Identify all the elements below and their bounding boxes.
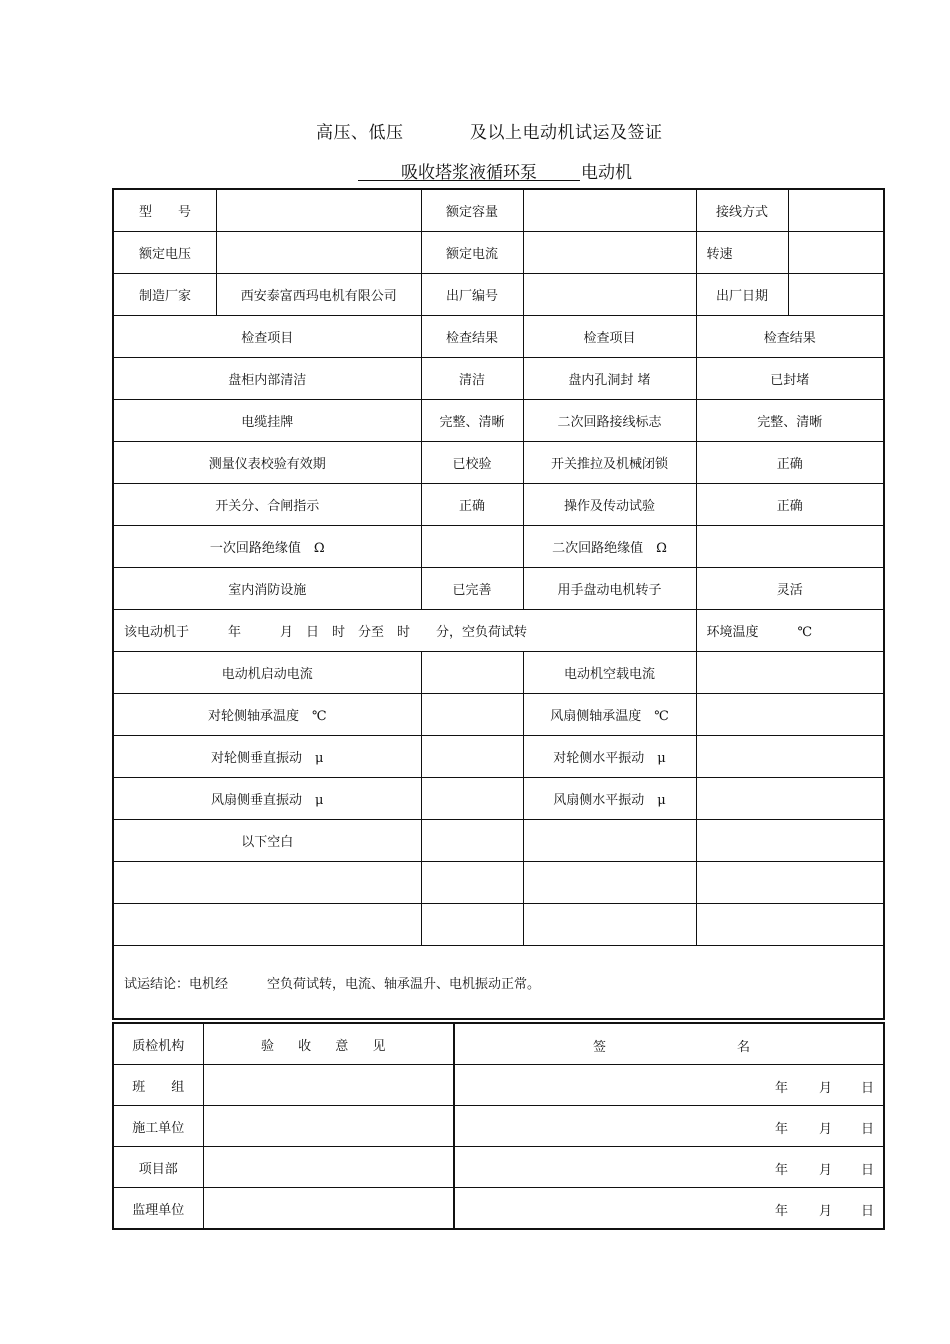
month-label: 月 [819,1163,833,1178]
check-row [113,568,884,610]
month-label: 月 [819,1081,833,1096]
opinion-field[interactable] [203,1065,454,1106]
check-row [113,400,884,442]
measure-value[interactable] [421,652,523,694]
measure-item: 风扇侧垂直振动 μ [113,778,421,820]
measure-item: 风扇侧水平振动 μ [523,778,696,820]
measure-value[interactable] [421,820,523,862]
opinion-field[interactable] [203,1106,454,1147]
title-part1: 高压、低压 [316,123,404,143]
signoff-row [113,1147,884,1188]
measure-item: 对轮侧轴承温度 ℃ [113,694,421,736]
model-label: 型 号 [114,190,217,231]
check-result: 清洁 [421,358,523,400]
signature-header [454,1023,884,1065]
signature-field[interactable] [454,1065,884,1106]
check-item: 盘柜内部清洁 [113,358,421,400]
check-result: 灵活 [696,568,884,610]
check-item: 电缆挂牌 [113,400,421,442]
test-record-table [112,188,885,1020]
signature-field[interactable] [454,1147,884,1188]
run-time-row [113,610,884,652]
serial-label: 出厂编号 [421,274,523,316]
device-suffix: 电动机 [581,163,632,183]
opinion-field[interactable] [203,1147,454,1188]
check-result: 完整、清晰 [696,400,884,442]
wiring-label: 接线方式 [696,189,788,232]
measure-row [113,694,884,736]
measure-row [113,904,884,946]
measure-value[interactable] [421,862,523,904]
day-label: 日 [861,1081,875,1096]
name-char: 名 [737,1040,751,1055]
conclusion-text: 试运结论：电机经 空负荷试转，电流、轴承温升、电机振动正常。 [113,946,884,1020]
measure-value[interactable] [421,778,523,820]
measure-item: 对轮侧垂直振动 μ [113,736,421,778]
check-result: 已完善 [421,568,523,610]
check-item-header: 检查项目 [113,316,421,358]
year-label: 年 [775,1204,789,1219]
wiring-value[interactable] [788,189,884,232]
check-result[interactable] [696,526,884,568]
measure-item: 以下空白 [113,820,421,862]
org-header: 质检机构 [113,1023,203,1065]
speed-label: 转速 [696,232,788,274]
opinion-field[interactable] [203,1188,454,1230]
measure-value[interactable] [696,652,884,694]
measure-value[interactable] [696,736,884,778]
maker-label: 制造厂家 [114,274,217,315]
maker-value: 西安泰富西玛电机有限公司 [240,289,397,304]
date-value[interactable] [788,274,884,316]
check-result: 已封堵 [696,358,884,400]
info-row [113,189,884,232]
check-result: 正确 [421,484,523,526]
info-row [113,232,884,274]
signoff-row [113,1065,884,1106]
check-result: 正确 [696,442,884,484]
capacity-label: 额定容量 [421,189,523,232]
voltage-label: 额定电压 [114,232,217,273]
measure-value[interactable] [696,904,884,946]
check-item: 一次回路绝缘值 Ω [113,526,421,568]
info-row [113,274,884,316]
month-label: 月 [819,1204,833,1219]
measure-row [113,652,884,694]
measure-item: 风扇侧轴承温度 ℃ [523,694,696,736]
check-item: 测量仪表校验有效期 [113,442,421,484]
sign-char: 签 [593,1040,607,1055]
run-time-text: 该电动机于 年 月 日 时 分至 时 分，空负荷试转 [113,610,696,652]
opinion-header: 验 收 意 见 [203,1023,454,1065]
check-row [113,526,884,568]
year-label: 年 [775,1081,789,1096]
org-name: 项目部 [113,1147,203,1188]
measure-item [113,862,421,904]
check-item: 用手盘动电机转子 [523,568,696,610]
signature-field[interactable] [454,1188,884,1230]
measure-item [523,820,696,862]
check-result: 完整、清晰 [421,400,523,442]
current-value[interactable] [523,232,696,274]
check-item: 二次回路绝缘值 Ω [523,526,696,568]
check-item: 开关推拉及机械闭锁 [523,442,696,484]
org-name: 班 组 [113,1065,203,1106]
measure-item [523,862,696,904]
measure-row [113,778,884,820]
device-name: 吸收塔浆液循环泵 [358,158,580,181]
year-label: 年 [775,1122,789,1137]
check-item: 操作及传动试验 [523,484,696,526]
measure-value[interactable] [421,904,523,946]
check-item: 开关分、合闸指示 [113,484,421,526]
day-label: 日 [861,1163,875,1178]
current-label: 额定电流 [421,232,523,274]
env-temp-label: 环境温度 ℃ [696,610,884,652]
measure-item: 对轮侧水平振动 μ [523,736,696,778]
date-label: 出厂日期 [696,274,788,316]
check-result: 正确 [696,484,884,526]
signoff-row [113,1106,884,1147]
measure-value[interactable] [696,778,884,820]
check-row [113,358,884,400]
speed-value[interactable] [788,232,884,274]
check-item: 室内消防设施 [113,568,421,610]
check-row [113,484,884,526]
check-result-header: 检查结果 [421,316,523,358]
serial-value[interactable] [523,274,696,316]
measure-row [113,862,884,904]
measure-item: 电动机空载电流 [523,652,696,694]
model-value[interactable] [217,190,421,231]
title-part2: 及以上电动机试运及签证 [470,123,663,143]
measure-value[interactable] [696,820,884,862]
signoff-header-row [113,1023,884,1065]
voltage-value[interactable] [217,232,421,273]
measure-value[interactable] [696,862,884,904]
year-label: 年 [775,1163,789,1178]
measure-value[interactable] [421,694,523,736]
check-result[interactable] [421,526,523,568]
measure-row [113,820,884,862]
day-label: 日 [861,1204,875,1219]
measure-item: 电动机启动电流 [113,652,421,694]
signoff-table [112,1022,885,1230]
month-label: 月 [819,1122,833,1137]
org-name: 监理单位 [113,1188,203,1230]
measure-value[interactable] [696,694,884,736]
check-header-row [113,316,884,358]
signature-field[interactable] [454,1106,884,1147]
check-item-header: 检查项目 [523,316,696,358]
measure-value[interactable] [421,736,523,778]
check-row [113,442,884,484]
measure-row [113,736,884,778]
check-item: 二次回路接线标志 [523,400,696,442]
signoff-row [113,1188,884,1230]
capacity-value[interactable] [523,189,696,232]
check-result-header: 检查结果 [696,316,884,358]
day-label: 日 [861,1122,875,1137]
measure-item [113,904,421,946]
conclusion-row [113,946,884,1020]
check-item: 盘内孔洞封 堵 [523,358,696,400]
org-name: 施工单位 [113,1106,203,1147]
check-result: 已校验 [421,442,523,484]
measure-item [523,904,696,946]
